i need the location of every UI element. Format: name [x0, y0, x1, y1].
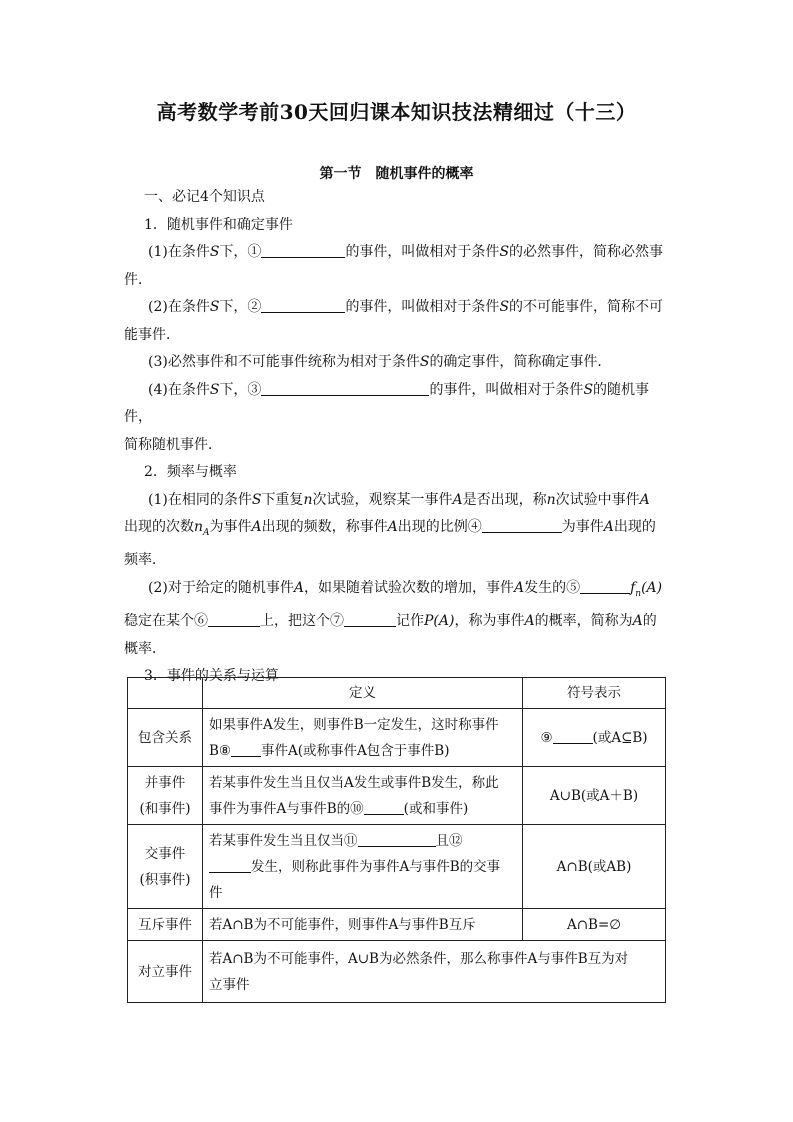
blank-3 [261, 379, 429, 396]
table-row [128, 767, 666, 825]
blank-10 [364, 798, 404, 815]
row-label: 交事件 (积事件) [128, 825, 203, 909]
blank-6 [208, 610, 260, 627]
event-relations-table [127, 677, 666, 1003]
document-body [124, 184, 677, 691]
row-label: 包含关系 [128, 709, 203, 767]
section-title: 第一节 随机事件的概率 [319, 166, 474, 182]
table-header-cell: 符号表示 [523, 678, 666, 709]
blank-2 [261, 296, 345, 313]
row-symbol: A∪B(或A＋B) [523, 767, 666, 825]
subsection-heading-3: 3．事件的关系与运算 [144, 668, 279, 685]
table-row [128, 941, 666, 1003]
subsection-heading-1: 1．随机事件和确定事件 [144, 216, 293, 233]
paragraph-2-1: (1)在相同的条件S下重复n次试验，观察某一事件A是否出现，称n次试验中事件A 出现的次数$n_A$为事件A出现的频数，称事件A出现的比例④ 为事件A出现的 频率． [124, 491, 656, 569]
blank-11 [358, 830, 436, 847]
part-heading: 一、必记4个知识点 [144, 189, 265, 205]
row-label: 对立事件 [128, 941, 203, 1003]
blank-12 [209, 856, 251, 873]
row-label: 并事件 (和事件) [128, 767, 203, 825]
paragraph-1-1: (1)在条件S下，① 的事件，叫做相对于条件S的必然事件，简称必然事 件． [124, 239, 677, 294]
blank-8 [231, 740, 261, 757]
table-header-cell [128, 678, 203, 709]
table-header-cell: 定义 [203, 678, 523, 709]
row-symbol: ⑨ (或A⊆B) [523, 709, 666, 767]
blank-1 [261, 241, 345, 258]
table-row [128, 709, 666, 767]
row-symbol: A∩B=∅ [523, 909, 666, 941]
paragraph-1-3: (3)必然事件和不可能事件统称为相对于条件S的确定事件，简称确定事件． [148, 354, 612, 370]
blank-5 [580, 577, 630, 594]
table-row [128, 909, 666, 941]
paragraph-2-2: (2)对于给定的随机事件A，如果随着试验次数的增加，事件A发生的⑤ $f_n(A)$ 稳定在某个⑥ 上，把这个⑦ 记作P(A)，称为事件A的概率，简称为A的 概率． [124, 575, 677, 663]
row-symbol: A∩B(或AB) [523, 825, 666, 909]
row-definition: 若A∩B为不可能事件，A∪B为必然条件，那么称事件A与事件B互为对 立事件 [203, 941, 666, 1003]
row-definition: 如果事件A发生，则事件B一定发生，这时称事件 B⑧ 事件A(或称事件A包含于事件B) [203, 709, 523, 767]
subsection-heading-2: 2．频率与概率 [144, 464, 237, 480]
blank-9 [553, 727, 593, 744]
blank-4 [482, 516, 562, 533]
row-label: 互斥事件 [128, 909, 203, 941]
table-row [128, 825, 666, 909]
blank-7 [344, 610, 396, 627]
paragraph-1-4: (4)在条件S下，③ 的事件，叫做相对于条件S的随机事件， 简称随机事件． [124, 377, 677, 460]
row-definition: 若某事件发生当且仅当A发生或事件B发生，称此 事件为事件A与事件B的⑩ (或和事件) [203, 767, 523, 825]
page-title: 高考数学考前30天回归课本知识技法精细过（十三） [156, 100, 637, 124]
row-definition: 若A∩B为不可能事件，则事件A与事件B互斥 [203, 909, 523, 941]
row-definition: 若某事件发生当且仅当⑪ 且⑫ 发生，则称此事件为事件A与事件B的交事 件 [203, 825, 523, 909]
table-header-row [128, 678, 666, 709]
paragraph-1-2: (2)在条件S下，② 的事件，叫做相对于条件S的不可能事件，简称不可 能事件． [124, 294, 677, 349]
